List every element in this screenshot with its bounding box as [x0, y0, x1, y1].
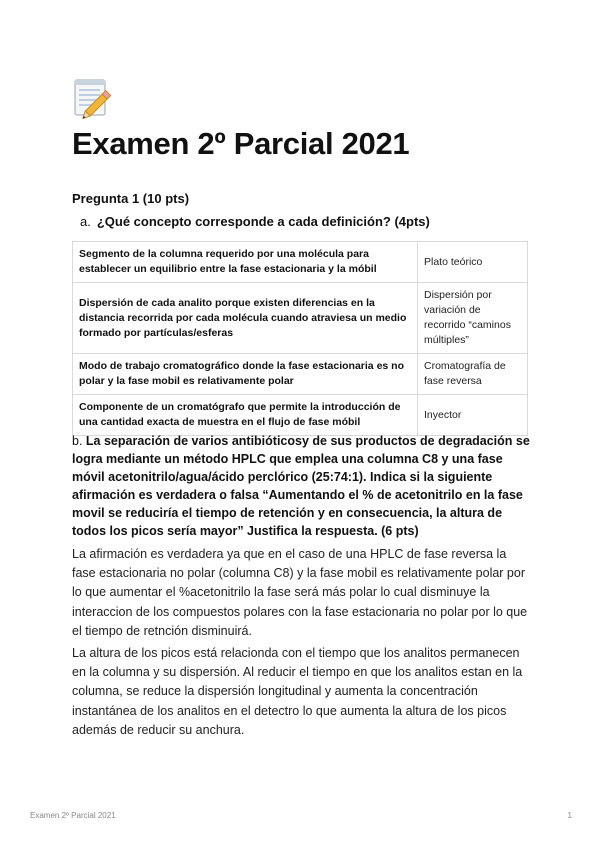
answer-cell: Cromatografía de fase reversa — [418, 354, 528, 395]
part-b-marker: b. — [72, 434, 83, 448]
definitions-table — [72, 241, 528, 436]
definition-cell: Dispersión de cada analito porque existen diferencias en la distancia recorrida por cada molécula cuando atraviesa un medio formado por partículas/esferas — [73, 283, 418, 354]
answer-paragraph: La altura de los picos está relacionda con el tiempo que los analitos permanecen en la columna y su dispersión. Al reducir el tiempo en que los analitos estan en la columna, se reduce la dispersión longitudinal y aumenta la concentración instantánea de los analitos en el detectro lo que aumenta la altura de los picos además de reducir su anchura. — [72, 646, 523, 737]
memo-pencil-icon — [72, 76, 116, 120]
table-row — [73, 283, 528, 354]
footer-title: Examen 2º Parcial 2021 — [30, 811, 116, 820]
table-row — [73, 395, 528, 436]
part-a — [80, 214, 430, 229]
page-title: Examen 2º Parcial 2021 — [72, 126, 410, 161]
part-b-question: La separación de varios antibióticosy de sus productos de degradación se logra mediante un método HPLC que emplea una columna C8 y una fase móvil acetonitrilo/agua/ácido perclórico (25:74:1). Indica si la siguiente afirmación es verdadera o falsa “Aumentando el % de acetonitrilo en la fase movil se reduciría el tiempo de retención y en consecuencia, la altura de todos los picos sería mayor” Justifica la respuesta. (6 pts) — [72, 434, 530, 538]
page-number: 1 — [567, 811, 572, 820]
answer-cell: Dispersión por variación de recorrido “caminos múltiples” — [418, 283, 528, 354]
part-b — [72, 432, 530, 540]
definition-cell: Segmento de la columna requerido por una molécula para establecer un equilibrio entre la fase estacionaria y la móbil — [73, 242, 418, 283]
part-a-marker: a. — [80, 214, 91, 229]
answer-paragraph: La afirmación es verdadera ya que en el caso de una HPLC de fase reversa la fase estacionaria no polar (columna C8) y la fase mobil es relativamente polar por lo que aumentar el %acetonitrilo la fase será más polar lo cual disminuye la interaccion de los compuestos polares con la fase estacionaria no polar por lo que el tiempo de retnción disminuirá. — [72, 547, 528, 638]
table-row — [73, 242, 528, 283]
table-row — [73, 354, 528, 395]
question-heading: Pregunta 1 (10 pts) — [72, 191, 190, 206]
definition-cell: Componente de un cromatógrafo que permite la introducción de una cantidad exacta de muestra en el flujo de fase móbil — [73, 395, 418, 436]
definition-cell: Modo de trabajo cromatográfico donde la fase estacionaria es no polar y la fase mobil es relativamente polar — [73, 354, 418, 395]
answer-cell: Plato teórico — [418, 242, 528, 283]
answer-cell: Inyector — [418, 395, 528, 436]
part-a-question: ¿Qué concepto corresponde a cada definición? (4pts) — [96, 214, 430, 229]
